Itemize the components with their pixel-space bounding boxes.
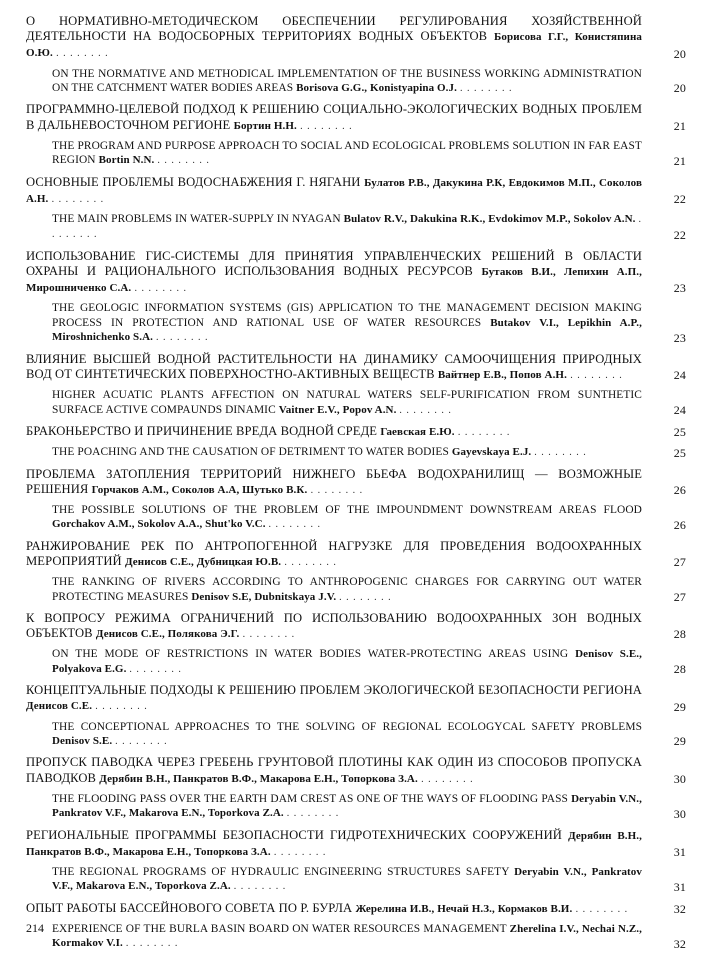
toc-title-ru: ОПЫТ РАБОТЫ БАССЕЙНОВОГО СОВЕТА ПО Р. БУРЛА [26, 900, 353, 915]
toc-leader-dots: . . . . . . . . [51, 193, 105, 205]
toc-page-en: 20 [673, 81, 686, 96]
toc-entry [26, 352, 686, 418]
toc-page-en: 28 [673, 662, 686, 677]
toc-page-en: 21 [673, 153, 686, 168]
toc-page-ru: 20 [673, 46, 686, 61]
toc-page-en: 31 [673, 879, 686, 894]
toc-title-en: THE PROGRAM AND PURPOSE APPROACH TO SOCIAL AND ECOLOGICAL PROBLEMS SOLUTION IN FAR EAST REGION [52, 139, 642, 167]
toc-entry-ru [26, 467, 686, 498]
toc-authors-ru: Денисов С.Е., Полякова Э.Г. [95, 628, 240, 641]
toc-entry-ru [26, 424, 686, 440]
toc-title-ru: ИСПОЛЬЗОВАНИЕ ГИС-СИСТЕМЫ ДЛЯ ПРИНЯТИЯ УПРАВЛЕНЧЕСКИХ РЕШЕНИЙ В ОБЛАСТИ ОХРАНЫ И РАЦИОНАЛЬНОГО ИСПОЛЬЗОВАНИЯ ВОДНЫХ РЕСУРСОВ [26, 248, 642, 279]
toc-title-ru: ПРОБЛЕМА ЗАТОПЛЕНИЯ ТЕРРИТОРИЙ НИЖНЕГО БЬЕФА ВОДОХРАНИЛИЩ — ВОЗМОЖНЫЕ РЕШЕНИЯ [26, 466, 642, 496]
toc-leader-dots: . . . . . . . . [56, 48, 109, 60]
toc-page-ru: 21 [673, 118, 686, 133]
toc-entry-en [52, 647, 686, 677]
toc-title-en: THE FLOODING PASS OVER THE EARTH DAM CREST AS ONE OF THE WAYS OF FLOODING PASS [52, 792, 568, 805]
toc-leader-dots: . . . . . . . . [459, 83, 513, 95]
toc-leader-dots: . . . . . . . . [115, 735, 168, 747]
toc-authors-en: Denisov S.E. [52, 734, 113, 747]
toc-page-en: 23 [673, 330, 686, 345]
toc-authors-ru: Горчаков А.М., Соколов А.А, Шутько В.К. [91, 483, 308, 496]
toc-leader-dots: . . . . . . . . [575, 903, 629, 915]
toc-authors-ru: Вайтнер Е.В., Попов А.Н. [437, 368, 567, 381]
toc-entry [26, 102, 686, 168]
toc-entry-ru [26, 175, 686, 207]
toc-leader-dots: . . . . . . . . [242, 629, 296, 641]
toc-entry-ru [26, 102, 686, 133]
toc-page-en: 30 [673, 806, 686, 821]
toc-entry-en [52, 212, 686, 243]
toc-authors-ru: Бортин Н.Н. [233, 119, 297, 132]
toc-authors-ru: Гаевская Е.Ю. [380, 425, 455, 438]
toc-title-en: THE POACHING AND THE CAUSATION OF DETRIMENT TO WATER BODIES [52, 446, 449, 459]
toc-entry [26, 14, 686, 96]
toc-entry [26, 424, 686, 461]
toc-title-en: ON THE MODE OF RESTRICTIONS IN WATER BODIES WATER-PROTECTING AREAS USING [52, 648, 569, 661]
page-number: 214 [26, 921, 44, 935]
toc-page-en: 24 [673, 402, 686, 417]
toc-page-ru: 30 [673, 771, 686, 786]
toc-entry-en [52, 720, 686, 750]
toc-leader-dots: . . . . . . . . [399, 404, 452, 416]
toc-leader-dots: . . . . . . . . [134, 283, 188, 295]
toc-title-ru: ПРОПУСК ПАВОДКА ЧЕРЕЗ ГРЕБЕНЬ ГРУНТОВОЙ ПЛОТИНЫ КАК ОДИН ИЗ СПОСОБОВ ПРОПУСКА ПАВОДКОВ [26, 755, 642, 785]
toc-title-ru: РАНЖИРОВАНИЕ РЕК ПО АНТРОПОГЕННОЙ НАГРУЗКЕ ДЛЯ ПРОВЕДЕНИЯ ВОДООХРАННЫХ МЕРОПРИЯТИЙ [26, 538, 642, 568]
toc-page-en: 29 [673, 734, 686, 749]
toc-title-ru: К ВОПРОСУ РЕЖИМА ОГРАНИЧЕНИЙ ПО ИСПОЛЬЗОВАНИЮ ВОДООХРАННЫХ ЗОН ВОДНЫХ ОБЪЕКТОВ [26, 610, 642, 641]
toc-authors-ru: Денисов С.Е. [26, 700, 93, 713]
toc-page-en: 32 [673, 936, 686, 951]
toc-leader-dots: . . . . . . . . [286, 808, 340, 820]
toc-leader-dots: . . . . . . . . [157, 155, 210, 167]
toc-entry-ru [26, 539, 686, 570]
toc-entry [26, 901, 686, 952]
toc-entry [26, 828, 686, 895]
toc-page-en: 26 [673, 517, 686, 532]
toc-page-en: 25 [673, 445, 686, 460]
toc-entry [26, 611, 686, 677]
toc-authors-ru: Булатов Р.В., Дакукина Р.К, Евдокимов М.П., Соколов А.Н. [26, 176, 642, 205]
toc-page-ru: 32 [673, 902, 686, 917]
toc-title-ru: БРАКОНЬЕРСТВО И ПРИЧИНЕНИЕ ВРЕДА ВОДНОЙ СРЕДЕ [26, 423, 378, 438]
toc-entry-ru [26, 611, 686, 642]
toc-page-ru: 22 [673, 192, 686, 207]
toc-title-en: THE CONCEPTIONAL APPROACHES TO THE SOLVING OF REGIONAL ECOLOGYCAL SAFETY PROBLEMS [52, 720, 642, 733]
toc-entry-ru [26, 683, 686, 714]
table-of-contents [26, 14, 686, 958]
toc-authors-en: Denisov S.E, Dubnitskaya J.V. [191, 590, 337, 603]
toc-entry-en [52, 139, 686, 169]
toc-leader-dots: . . . . . . . . [339, 591, 392, 603]
toc-title-en: THE RANKING OF RIVERS ACCORDING TO ANTHROPOGENIC CHARGES FOR CARRYING OUT WATER PROTECTING MEASURES [52, 576, 642, 603]
toc-page-ru: 23 [673, 281, 686, 296]
toc-leader-dots: . . . . . . . . [155, 332, 209, 344]
toc-leader-dots: . . . . . . . . [268, 519, 322, 531]
toc-entry-ru [26, 352, 686, 383]
toc-authors-ru: Дерябин В.Н., Панкратов В.Ф., Макарова Е.Н., Топоркова З.А. [99, 772, 418, 785]
toc-entry-en [52, 575, 686, 605]
toc-authors-en: Borisova G.G., Konistyapina O.J. [296, 82, 457, 95]
toc-entry-en [52, 792, 686, 822]
toc-entry [26, 249, 686, 346]
toc-authors-en: Gayevskaya E.J. [451, 446, 532, 459]
toc-title-ru: ВЛИЯНИЕ ВЫСШЕЙ ВОДНОЙ РАСТИТЕЛЬНОСТИ НА ДИНАМИКУ САМООЧИЩЕНИЯ ПРИРОДНЫХ ВОД ОТ СИНТЕТИЧЕСКИХ ПОВЕРХНОСТНО-АКТИВНЫХ ВЕЩЕСТВ [26, 351, 642, 381]
toc-entry-en [52, 445, 686, 460]
toc-page-ru: 31 [673, 845, 686, 860]
toc-leader-dots: . . . . . . . . [284, 556, 337, 568]
toc-entry-ru [26, 249, 686, 297]
toc-title-en: THE GEOLOGIC INFORMATION SYSTEMS (GIS) APPLICATION TO THE MANAGEMENT DECISION MAKING PROCESS IN PROTECTION AND RATIONAL USE OF WATER RESOURCES [52, 302, 642, 329]
toc-authors-en: Denisov S.E., Polyakova E.G. [52, 648, 642, 675]
toc-entry-en [52, 301, 686, 345]
toc-leader-dots: . . . . . . . . [273, 846, 327, 858]
toc-leader-dots: . . . . . . . . [310, 484, 364, 496]
toc-title-en: HIGHER ACUATIC PLANTS AFFECTION ON NATURAL WATERS SELF-PURIFICATION FROM SUNTHETIC SURFACE ACTIVE COMPAUNDS DINAMIC [52, 389, 642, 416]
toc-authors-ru: Борисова Г.Г., Конистяпина О.Ю. [26, 31, 643, 60]
toc-entry-ru [26, 14, 686, 62]
toc-authors-en: Vaitner E.V., Popov A.N. [278, 403, 397, 416]
toc-entry-en [52, 865, 686, 895]
toc-authors-en: Gorchakov A.M., Sokolov A.A., Shut'ko V.C. [52, 518, 266, 531]
toc-entry [26, 467, 686, 533]
toc-page-ru: 25 [673, 425, 686, 440]
toc-title-en: THE REGIONAL PROGRAMS OF HYDRAULIC ENGINEERING STRUCTURES SAFETY [52, 866, 510, 879]
toc-title-ru: О НОРМАТИВНО-МЕТОДИЧЕСКОМ ОБЕСПЕЧЕНИИ РЕГУЛИРОВАНИЯ ХОЗЯЙСТВЕННОЙ ДЕЯТЕЛЬНОСТИ НА ВОДОСБОРНЫХ ТЕРРИТОРИЯХ ВОДНЫХ ОБЪЕКТОВ [26, 14, 642, 44]
toc-page-ru: 27 [673, 555, 686, 570]
toc-leader-dots: . . . . . . . . [300, 120, 353, 132]
toc-entry [26, 175, 686, 243]
toc-entry [26, 539, 686, 605]
toc-authors-ru: Бутаков В.И., Лепихин А.П., Мирошниченко С.А. [26, 266, 643, 295]
toc-authors-ru: Жерелина И.В., Нечай Н.З., Кормаков В.И. [355, 902, 573, 915]
toc-authors-en: Deryabin V.N., Pankratov V.F., Makarova E.N., Toporkova Z.A. [52, 792, 642, 820]
toc-title-en: THE POSSIBLE SOLUTIONS OF THE PROBLEM OF THE IMPOUNDMENT DOWNSTREAM AREAS FLOOD [52, 503, 642, 516]
toc-leader-dots: . . . . . . . . [125, 938, 179, 950]
toc-leader-dots: . . . . . . . . [233, 881, 287, 893]
toc-title-ru: ОСНОВНЫЕ ПРОБЛЕМЫ ВОДОСНАБЖЕНИЯ Г. НЯГАНИ [26, 174, 361, 189]
toc-page-en: 22 [673, 227, 686, 242]
toc-authors-en: Bulatov R.V., Dakukina R.K., Evdokimov M.P., Sokolov A.N. [343, 213, 636, 226]
toc-page-en: 27 [673, 589, 686, 604]
toc-title-ru: КОНЦЕПТУАЛЬНЫЕ ПОДХОДЫ К РЕШЕНИЮ ПРОБЛЕМ ЭКОЛОГИЧЕСКОЙ БЕЗОПАСНОСТИ РЕГИОНА [26, 683, 642, 698]
toc-leader-dots: . . . . . . . . [570, 369, 623, 381]
toc-entry [26, 683, 686, 749]
toc-page-ru: 28 [673, 627, 686, 642]
toc-page-ru: 26 [673, 482, 686, 497]
toc-leader-dots: . . . . . . . . [95, 701, 148, 713]
toc-entry-en [52, 503, 686, 533]
toc-title-en: ON THE NORMATIVE AND METHODICAL IMPLEMENTATION OF THE BUSINESS WORKING ADMINISTRATION ON THE CATCHMENT WATER BODIES AREAS [52, 67, 642, 95]
toc-entry-ru [26, 828, 686, 860]
toc-authors-en: Deryabin V.N., Pankratov V.F., Makarova E.N., Toporkova Z.A. [52, 866, 643, 893]
toc-entry-en [52, 67, 686, 97]
toc-leader-dots: . . . . . . . . [421, 773, 474, 785]
toc-authors-ru: Дерябин В.Н., Панкратов В.Ф., Макарова Е.Н., Топоркова З.А. [26, 829, 642, 858]
toc-entry-ru [26, 755, 686, 786]
toc-title-ru: РЕГИОНАЛЬНЫЕ ПРОГРАММЫ БЕЗОПАСНОСТИ ГИДРОТЕХНИЧЕСКИХ СООРУЖЕНИЙ [26, 827, 562, 842]
toc-leader-dots: . . . . . . . . [534, 447, 587, 459]
toc-authors-en: Butakov V.I., Lepikhin A.P., Miroshnichenko S.A. [52, 316, 643, 344]
toc-title-en: EXPERIENCE OF THE BURLA BASIN BOARD ON WATER RESOURCES MANAGEMENT [52, 923, 507, 936]
toc-entry-en [52, 922, 686, 952]
toc-entry [26, 755, 686, 821]
toc-leader-dots: . . . . . . . . [457, 426, 511, 438]
toc-authors-en: Zherelina I.V., Nechai N.Z., Kormakov V.I. [52, 923, 642, 950]
toc-page-ru: 24 [673, 368, 686, 383]
toc-entry-en [52, 388, 686, 418]
toc-title-en: THE MAIN PROBLEMS IN WATER-SUPPLY IN NYAGAN [52, 213, 341, 226]
toc-title-ru: ПРОГРАММНО-ЦЕЛЕВОЙ ПОДХОД К РЕШЕНИЮ СОЦИАЛЬНО-ЭКОЛОГИЧЕСКИХ ВОДНЫХ ПРОБЛЕМ В ДАЛЬНЕВОСТОЧНОМ РЕГИОНЕ [26, 102, 642, 132]
toc-leader-dots: . . . . . . . . [129, 663, 182, 675]
toc-authors-ru: Денисов С.Е., Дубницкая Ю.В. [124, 555, 282, 568]
toc-authors-en: Bortin N.N. [98, 154, 155, 167]
toc-entry-ru [26, 901, 686, 917]
toc-page-ru: 29 [673, 699, 686, 714]
toc-leader-dots: . . . . . . . . [52, 214, 642, 241]
